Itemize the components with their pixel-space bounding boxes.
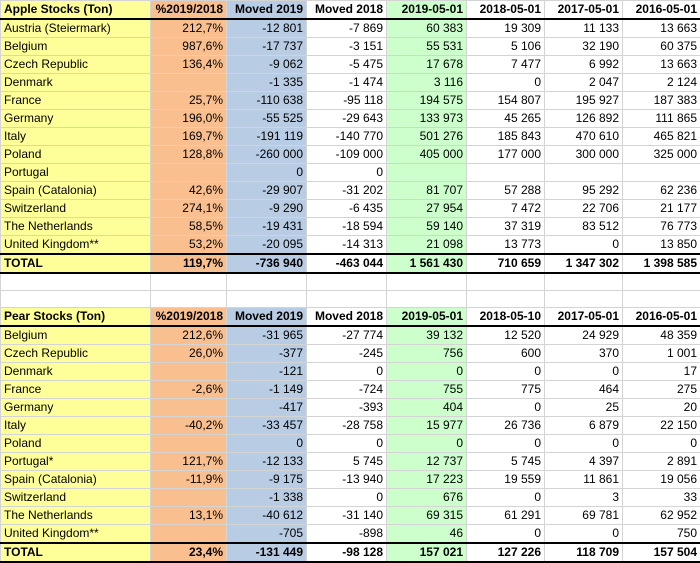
cell-stock-2018[interactable]: 7 472 [467,200,545,218]
cell-stock-2018[interactable]: 2018-05-10 [467,308,545,327]
cell-stock-2017[interactable]: 1 347 302 [545,254,623,273]
cell-moved-2019[interactable]: -1 149 [227,381,307,399]
cell-country[interactable]: Belgium [1,326,151,345]
cell-moved-2018[interactable]: -109 000 [307,146,387,164]
cell-country[interactable]: Poland [1,435,151,453]
cell-stock-2019[interactable]: 27 954 [387,200,467,218]
cell-stock-2018[interactable]: 0 [467,435,545,453]
empty-cell[interactable] [151,291,227,308]
cell-stock-2016[interactable]: 22 150 [623,417,700,435]
table-row [1,399,700,417]
cell-moved-2018[interactable]: -31 140 [307,507,387,525]
cell-moved-2018[interactable]: -98 128 [307,543,387,562]
cell-moved-2019[interactable]: -110 638 [227,92,307,110]
table-row [1,92,700,110]
cell-moved-2019[interactable]: -12 133 [227,453,307,471]
cell-stock-2016[interactable]: 13 663 [623,56,700,74]
cell-stock-2019[interactable]: 676 [387,489,467,507]
cell-pct-change[interactable] [151,399,227,417]
cell-stock-2019[interactable]: 133 973 [387,110,467,128]
cell-stock-2019[interactable]: 405 000 [387,146,467,164]
cell-stock-2016[interactable]: 19 056 [623,471,700,489]
cell-stock-2018[interactable]: 13 773 [467,236,545,255]
cell-stock-2017[interactable]: 126 892 [545,110,623,128]
table-row [1,525,700,544]
cell-country[interactable]: Portugal* [1,453,151,471]
cell-stock-2017[interactable]: 2 047 [545,74,623,92]
cell-moved-2018[interactable]: Moved 2018 [307,1,387,20]
cell-stock-2018[interactable]: 12 520 [467,326,545,345]
cell-moved-2018[interactable]: -29 643 [307,110,387,128]
cell-moved-2019[interactable]: -377 [227,345,307,363]
empty-cell[interactable] [387,273,467,291]
cell-stock-2017[interactable]: 32 190 [545,38,623,56]
cell-stock-2018[interactable]: 19 559 [467,471,545,489]
cell-stock-2019[interactable]: 3 116 [387,74,467,92]
cell-country[interactable]: Poland [1,146,151,164]
cell-moved-2019[interactable]: -705 [227,525,307,544]
cell-country[interactable]: France [1,381,151,399]
cell-pct-change[interactable]: 212,6% [151,326,227,345]
cell-stock-2019[interactable] [387,164,467,182]
cell-stock-2018[interactable]: 7 477 [467,56,545,74]
table-row [1,345,700,363]
cell-stock-2016[interactable]: 275 [623,381,700,399]
cell-moved-2019[interactable]: -17 737 [227,38,307,56]
cell-stock-2019[interactable]: 59 140 [387,218,467,236]
cell-stock-2018[interactable]: 5 106 [467,38,545,56]
cell-country[interactable]: Portugal [1,164,151,182]
cell-pct-change[interactable]: 42,6% [151,182,227,200]
cell-stock-2018[interactable]: 0 [467,525,545,544]
cell-stock-2017[interactable]: 4 397 [545,453,623,471]
cell-moved-2018[interactable]: -27 774 [307,326,387,345]
cell-country[interactable]: Apple Stocks (Ton) [1,1,151,20]
cell-stock-2019[interactable]: 0 [387,363,467,381]
cell-stock-2016[interactable]: 33 [623,489,700,507]
cell-stock-2016[interactable]: 13 850 [623,236,700,255]
cell-stock-2018[interactable]: 2018-05-01 [467,1,545,20]
cell-moved-2018[interactable]: 0 [307,435,387,453]
cell-stock-2019[interactable]: 55 531 [387,38,467,56]
cell-stock-2016[interactable]: 21 177 [623,200,700,218]
table-row [1,381,700,399]
cell-moved-2018[interactable]: -1 474 [307,74,387,92]
cell-pct-change[interactable]: 121,7% [151,453,227,471]
cell-stock-2017[interactable]: 95 292 [545,182,623,200]
table-row [1,435,700,453]
table-row [1,128,700,146]
cell-pct-change[interactable]: 128,8% [151,146,227,164]
table-row [1,19,700,38]
cell-pct-change[interactable]: 26,0% [151,345,227,363]
cell-stock-2019[interactable]: 0 [387,435,467,453]
cell-stock-2016[interactable]: 62 952 [623,507,700,525]
cell-stock-2019[interactable]: 17 223 [387,471,467,489]
cell-moved-2018[interactable]: Moved 2018 [307,308,387,327]
cell-moved-2018[interactable]: -31 202 [307,182,387,200]
cell-stock-2016[interactable]: 2 124 [623,74,700,92]
cell-stock-2017[interactable]: 0 [545,363,623,381]
cell-moved-2019[interactable]: -736 940 [227,254,307,273]
cell-stock-2018[interactable]: 26 736 [467,417,545,435]
table-row [1,110,700,128]
cell-country[interactable]: Spain (Catalonia) [1,471,151,489]
cell-stock-2019[interactable]: 17 678 [387,56,467,74]
empty-cell[interactable] [1,291,151,308]
cell-stock-2019[interactable]: 2019-05-01 [387,1,467,20]
cell-pct-change[interactable]: 53,2% [151,236,227,255]
cell-stock-2017[interactable]: 2017-05-01 [545,1,623,20]
cell-moved-2018[interactable]: -18 594 [307,218,387,236]
cell-pct-change[interactable]: 987,6% [151,38,227,56]
cell-stock-2017[interactable]: 6 992 [545,56,623,74]
cell-moved-2018[interactable]: -6 435 [307,200,387,218]
cell-stock-2019[interactable]: 157 021 [387,543,467,562]
cell-pct-change[interactable]: 169,7% [151,128,227,146]
cell-stock-2018[interactable]: 5 745 [467,453,545,471]
cell-stock-2018[interactable] [467,164,545,182]
cell-stock-2017[interactable]: 0 [545,435,623,453]
cell-stock-2019[interactable]: 21 098 [387,236,467,255]
cell-moved-2018[interactable]: 0 [307,363,387,381]
cell-moved-2019[interactable]: -1 335 [227,74,307,92]
cell-stock-2016[interactable]: 111 865 [623,110,700,128]
cell-stock-2016[interactable]: 13 663 [623,19,700,38]
cell-country[interactable]: Denmark [1,74,151,92]
empty-cell[interactable] [151,273,227,291]
cell-stock-2016[interactable]: 187 383 [623,92,700,110]
cell-country[interactable]: Austria (Steiermark) [1,19,151,38]
cell-stock-2017[interactable]: 69 781 [545,507,623,525]
cell-country[interactable]: Switzerland [1,200,151,218]
cell-stock-2018[interactable]: 0 [467,399,545,417]
cell-stock-2017[interactable]: 195 927 [545,92,623,110]
cell-country[interactable]: France [1,92,151,110]
cell-country[interactable]: Belgium [1,38,151,56]
cell-moved-2018[interactable]: -463 044 [307,254,387,273]
cell-stock-2019[interactable]: 81 707 [387,182,467,200]
cell-moved-2018[interactable]: -28 758 [307,417,387,435]
empty-cell[interactable] [227,291,307,308]
table-row [1,326,700,345]
cell-stock-2018[interactable]: 0 [467,489,545,507]
empty-row [1,273,700,291]
cell-stock-2018[interactable]: 0 [467,74,545,92]
cell-pct-change[interactable]: 13,1% [151,507,227,525]
cell-country[interactable]: Denmark [1,363,151,381]
cell-stock-2017[interactable] [545,164,623,182]
table-row [1,38,700,56]
empty-row [1,291,700,308]
cell-stock-2017[interactable]: 370 [545,345,623,363]
empty-cell[interactable] [387,291,467,308]
cell-moved-2018[interactable]: -724 [307,381,387,399]
cell-moved-2019[interactable]: -40 612 [227,507,307,525]
cell-stock-2016[interactable]: 1 001 [623,345,700,363]
empty-cell[interactable] [307,273,387,291]
table-row [1,453,700,471]
cell-moved-2018[interactable]: -3 151 [307,38,387,56]
cell-moved-2018[interactable]: -95 118 [307,92,387,110]
cell-stock-2016[interactable]: 2016-05-01 [623,308,700,327]
table-row [1,471,700,489]
cell-stock-2017[interactable]: 464 [545,381,623,399]
cell-country[interactable]: TOTAL [1,543,151,562]
cell-moved-2019[interactable]: -20 095 [227,236,307,255]
cell-stock-2016[interactable]: 62 236 [623,182,700,200]
empty-cell[interactable] [545,291,623,308]
table-row [1,182,700,200]
cell-pct-change[interactable]: 58,5% [151,218,227,236]
cell-stock-2019[interactable]: 12 737 [387,453,467,471]
cell-moved-2019[interactable]: -12 801 [227,19,307,38]
cell-stock-2018[interactable]: 154 807 [467,92,545,110]
cell-stock-2016[interactable]: 20 [623,399,700,417]
cell-pct-change[interactable] [151,164,227,182]
cell-stock-2016[interactable]: 750 [623,525,700,544]
empty-cell[interactable] [545,273,623,291]
cell-moved-2018[interactable]: -245 [307,345,387,363]
cell-country[interactable]: United Kingdom** [1,525,151,544]
cell-stock-2019[interactable]: 2019-05-01 [387,308,467,327]
empty-cell[interactable] [307,291,387,308]
cell-moved-2019[interactable]: -121 [227,363,307,381]
empty-cell[interactable] [467,273,545,291]
cell-stock-2018[interactable]: 61 291 [467,507,545,525]
cell-moved-2019[interactable]: -417 [227,399,307,417]
cell-moved-2018[interactable]: -7 869 [307,19,387,38]
cell-moved-2018[interactable]: -14 313 [307,236,387,255]
cell-stock-2019[interactable]: 39 132 [387,326,467,345]
cell-stock-2018[interactable]: 37 319 [467,218,545,236]
cell-moved-2019[interactable]: -9 175 [227,471,307,489]
cell-moved-2019[interactable]: -9 290 [227,200,307,218]
cell-stock-2018[interactable]: 775 [467,381,545,399]
cell-pct-change[interactable] [151,363,227,381]
cell-stock-2016[interactable]: 48 359 [623,326,700,345]
cell-moved-2019[interactable]: -33 457 [227,417,307,435]
cell-moved-2018[interactable]: -898 [307,525,387,544]
cell-moved-2019[interactable]: -29 907 [227,182,307,200]
cell-stock-2016[interactable]: 60 375 [623,38,700,56]
cell-stock-2016[interactable]: 76 773 [623,218,700,236]
cell-stock-2019[interactable]: 46 [387,525,467,544]
cell-stock-2016[interactable]: 1 398 585 [623,254,700,273]
table-row [1,164,700,182]
cell-stock-2019[interactable]: 15 977 [387,417,467,435]
cell-moved-2019[interactable]: -191 119 [227,128,307,146]
cell-stock-2017[interactable]: 0 [545,236,623,255]
cell-country[interactable]: Czech Republic [1,345,151,363]
cell-stock-2019[interactable]: 755 [387,381,467,399]
table-row [1,236,700,255]
cell-moved-2019[interactable]: 0 [227,164,307,182]
cell-pct-change[interactable]: -40,2% [151,417,227,435]
cell-stock-2019[interactable]: 60 383 [387,19,467,38]
cell-country[interactable]: Italy [1,128,151,146]
empty-cell[interactable] [1,273,151,291]
cell-stock-2017[interactable]: 25 [545,399,623,417]
cell-stock-2016[interactable]: 2016-05-01 [623,1,700,20]
total-row [1,543,700,562]
cell-stock-2018[interactable]: 185 843 [467,128,545,146]
cell-stock-2018[interactable]: 0 [467,363,545,381]
cell-stock-2017[interactable]: 22 706 [545,200,623,218]
cell-moved-2019[interactable]: -131 449 [227,543,307,562]
cell-pct-change[interactable]: 23,4% [151,543,227,562]
cell-stock-2018[interactable]: 19 309 [467,19,545,38]
cell-stock-2018[interactable]: 45 265 [467,110,545,128]
cell-stock-2016[interactable] [623,164,700,182]
cell-stock-2017[interactable]: 118 709 [545,543,623,562]
cell-moved-2018[interactable]: -140 770 [307,128,387,146]
cell-stock-2017[interactable]: 6 879 [545,417,623,435]
cell-pct-change[interactable]: 274,1% [151,200,227,218]
cell-pct-change[interactable]: -11,9% [151,471,227,489]
table-row [1,56,700,74]
header-row [1,1,700,20]
cell-pct-change[interactable] [151,489,227,507]
cell-stock-2017[interactable]: 2017-05-01 [545,308,623,327]
cell-moved-2018[interactable]: 0 [307,489,387,507]
cell-country[interactable]: Switzerland [1,489,151,507]
cell-stock-2018[interactable]: 57 288 [467,182,545,200]
table-row [1,146,700,164]
cell-pct-change[interactable] [151,74,227,92]
cell-country[interactable]: TOTAL [1,254,151,273]
table-row [1,363,700,381]
cell-stock-2019[interactable]: 69 315 [387,507,467,525]
cell-pct-change[interactable]: 212,7% [151,19,227,38]
empty-cell[interactable] [227,273,307,291]
cell-pct-change[interactable]: %2019/2018 [151,308,227,327]
cell-pct-change[interactable]: 136,4% [151,56,227,74]
cell-pct-change[interactable]: -2,6% [151,381,227,399]
cell-stock-2018[interactable]: 600 [467,345,545,363]
table-row [1,417,700,435]
cell-stock-2016[interactable]: 157 504 [623,543,700,562]
empty-cell[interactable] [467,291,545,308]
cell-country[interactable]: Czech Republic [1,56,151,74]
cell-pct-change[interactable]: 25,7% [151,92,227,110]
header-row [1,308,700,327]
cell-stock-2016[interactable]: 17 [623,363,700,381]
cell-moved-2019[interactable]: -31 965 [227,326,307,345]
cell-stock-2016[interactable]: 465 821 [623,128,700,146]
cell-stock-2019[interactable]: 194 575 [387,92,467,110]
table-row [1,200,700,218]
cell-moved-2018[interactable]: -13 940 [307,471,387,489]
table-row [1,74,700,92]
cell-stock-2019[interactable]: 404 [387,399,467,417]
cell-moved-2019[interactable]: 0 [227,435,307,453]
cell-moved-2019[interactable]: -55 525 [227,110,307,128]
cell-country[interactable]: Spain (Catalonia) [1,182,151,200]
cell-stock-2019[interactable]: 756 [387,345,467,363]
table-row [1,507,700,525]
cell-pct-change[interactable]: 119,7% [151,254,227,273]
cell-stock-2017[interactable]: 11 133 [545,19,623,38]
cell-stock-2017[interactable]: 24 929 [545,326,623,345]
cell-stock-2018[interactable]: 127 226 [467,543,545,562]
cell-pct-change[interactable]: %2019/2018 [151,1,227,20]
cell-country[interactable]: Italy [1,417,151,435]
cell-moved-2018[interactable]: -393 [307,399,387,417]
empty-cell[interactable] [623,273,700,291]
cell-country[interactable]: United Kingdom** [1,236,151,255]
cell-country[interactable]: The Netherlands [1,218,151,236]
cell-stock-2016[interactable]: 2 891 [623,453,700,471]
cell-moved-2019[interactable]: -260 000 [227,146,307,164]
cell-pct-change[interactable] [151,525,227,544]
cell-stock-2016[interactable]: 325 000 [623,146,700,164]
cell-moved-2018[interactable]: 0 [307,164,387,182]
cell-stock-2017[interactable]: 83 512 [545,218,623,236]
table-row [1,489,700,507]
cell-moved-2018[interactable]: -5 475 [307,56,387,74]
cell-country[interactable]: Germany [1,399,151,417]
cell-moved-2019[interactable]: -1 338 [227,489,307,507]
cell-country[interactable]: The Netherlands [1,507,151,525]
cell-stock-2016[interactable]: 0 [623,435,700,453]
empty-cell[interactable] [623,291,700,308]
cell-country[interactable]: Pear Stocks (Ton) [1,308,151,327]
cell-stock-2017[interactable]: 300 000 [545,146,623,164]
cell-stock-2017[interactable]: 470 610 [545,128,623,146]
cell-stock-2019[interactable]: 1 561 430 [387,254,467,273]
cell-stock-2018[interactable]: 177 000 [467,146,545,164]
cell-stock-2017[interactable]: 3 [545,489,623,507]
cell-pct-change[interactable] [151,435,227,453]
cell-country[interactable]: Germany [1,110,151,128]
cell-stock-2018[interactable]: 710 659 [467,254,545,273]
cell-stock-2017[interactable]: 11 861 [545,471,623,489]
cell-stock-2019[interactable]: 501 276 [387,128,467,146]
cell-moved-2019[interactable]: Moved 2019 [227,308,307,327]
cell-moved-2019[interactable]: -19 431 [227,218,307,236]
cell-moved-2019[interactable]: Moved 2019 [227,1,307,20]
total-row [1,254,700,273]
cell-moved-2018[interactable]: 5 745 [307,453,387,471]
cell-pct-change[interactable]: 196,0% [151,110,227,128]
cell-moved-2019[interactable]: -9 062 [227,56,307,74]
cell-stock-2017[interactable]: 0 [545,525,623,544]
table-row [1,218,700,236]
